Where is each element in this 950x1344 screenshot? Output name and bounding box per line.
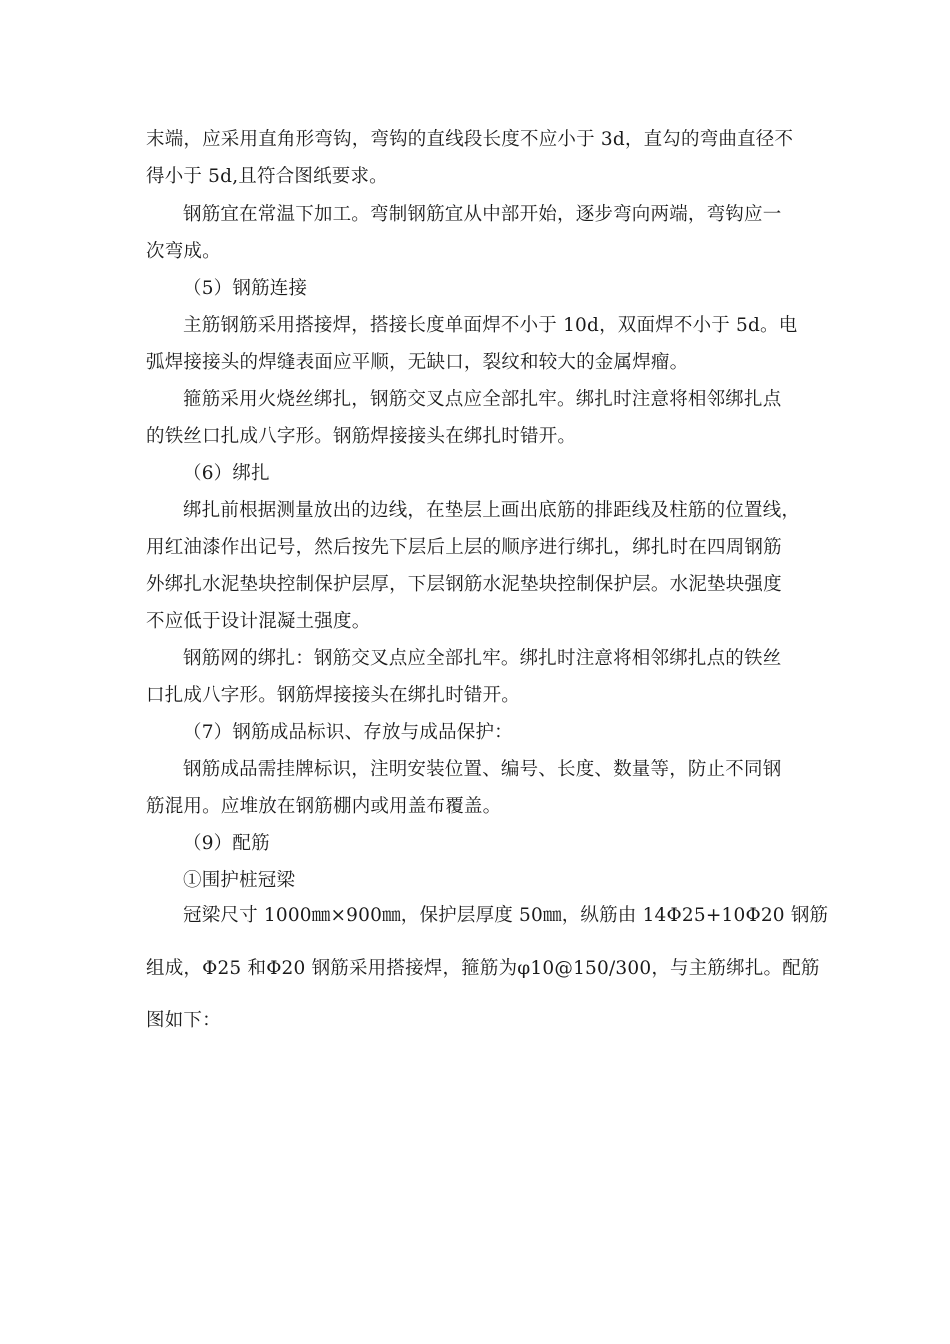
section-heading: （9）配筋 [183, 833, 270, 854]
section-heading: （6）绑扎 [183, 463, 270, 484]
paragraph-line: 的铁丝口扎成八字形。钢筋焊接接头在绑扎时错开。 [146, 426, 577, 447]
paragraph-line: 箍筋采用火烧丝绑扎，钢筋交叉点应全部扎牢。绑扎时注意将相邻绑扎点 [183, 389, 782, 410]
paragraph-line: 用红油漆作出记号，然后按先下层后上层的顺序进行绑扎，绑扎时在四周钢筋 [146, 537, 782, 558]
paragraph-line: 得小于 5d,且符合图纸要求。 [146, 166, 388, 187]
paragraph-line: 筋混用。应堆放在钢筋棚内或用盖布覆盖。 [146, 796, 502, 817]
section-heading: （7）钢筋成品标识、存放与成品保护： [183, 722, 513, 743]
paragraph-line: 钢筋成品需挂牌标识，注明安装位置、编号、长度、数量等，防止不同钢 [183, 759, 782, 780]
paragraph-line: 口扎成八字形。钢筋焊接接头在绑扎时错开。 [146, 685, 521, 706]
paragraph-line: 冠梁尺寸 1000㎜×900㎜，保护层厚度 50㎜，纵筋由 14Φ25+10Φ20 钢筋 [183, 905, 829, 926]
paragraph-line: 外绑扎水泥垫块控制保护层厚，下层钢筋水泥垫块控制保护层。水泥垫块强度 [146, 574, 782, 595]
paragraph-line: 主筋钢筋采用搭接焊，搭接长度单面焊不小于 10d，双面焊不小于 5d。电 [183, 315, 798, 336]
paragraph-line: 弧焊接接头的焊缝表面应平顺，无缺口，裂纹和较大的金属焊瘤。 [146, 352, 689, 373]
paragraph-line: 末端，应采用直角形弯钩，弯钩的直线段长度不应小于 3d，直勾的弯曲直径不 [146, 129, 794, 150]
paragraph-line: 不应低于设计混凝土强度。 [146, 611, 371, 632]
subsection-heading: ①围护桩冠梁 [183, 870, 296, 891]
paragraph-line: 图如下： [146, 1010, 221, 1031]
paragraph-line: 绑扎前根据测量放出的边线，在垫层上画出底筋的排距线及柱筋的位置线， [183, 500, 801, 521]
paragraph-line: 钢筋网的绑扎：钢筋交叉点应全部扎牢。绑扎时注意将相邻绑扎点的铁丝 [183, 648, 782, 669]
paragraph-line: 次弯成。 [146, 241, 221, 262]
paragraph-line: 组成，Φ25 和Φ20 钢筋采用搭接焊，箍筋为φ10@150/300，与主筋绑扎。配筋 [146, 958, 820, 979]
paragraph-line: 钢筋宜在常温下加工。弯制钢筋宜从中部开始，逐步弯向两端，弯钩应一 [183, 204, 782, 225]
section-heading: （5）钢筋连接 [183, 278, 308, 299]
